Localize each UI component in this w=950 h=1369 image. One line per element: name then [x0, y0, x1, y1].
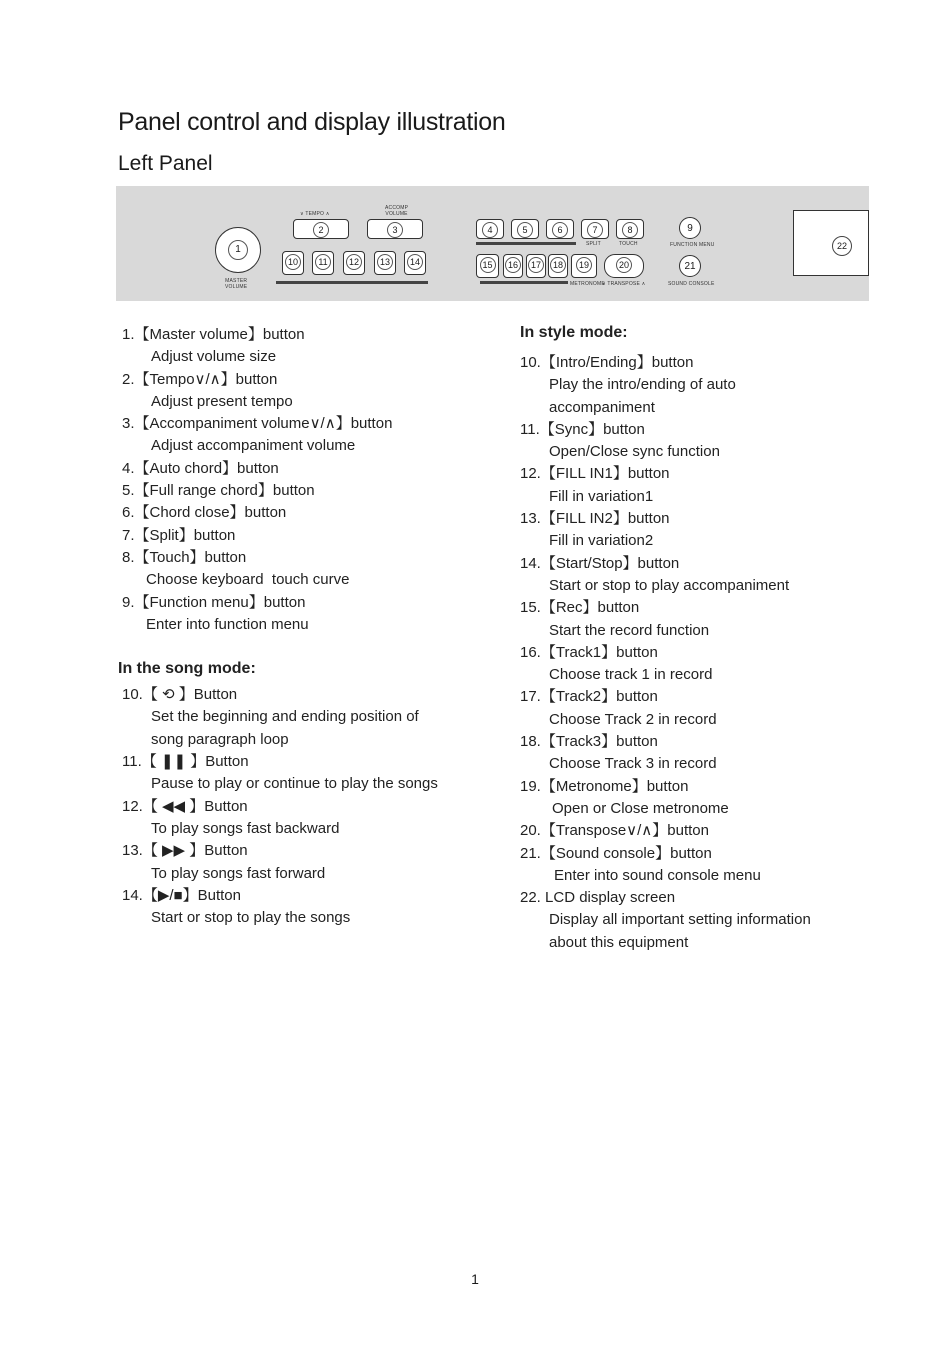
item-desc: Enter into function menu	[146, 615, 309, 633]
panel-button-number: 7	[587, 222, 603, 238]
lcd-display	[793, 210, 869, 276]
item-desc: Choose Track 3 in record	[549, 755, 717, 773]
knob-number: 1	[228, 240, 248, 260]
page-title: Panel control and display illustration	[118, 108, 506, 136]
function-menu-button: 9	[679, 217, 701, 239]
item-label: 2.【Tempo∨/∧】button	[122, 370, 278, 388]
label-strip	[276, 281, 428, 284]
transpose-label: ∨ TRANSPOSE ∧	[602, 281, 646, 287]
item-desc: Play the intro/ending of auto accompaniment	[549, 376, 736, 416]
accomp-volume-label: ACCOMP VOLUME	[385, 205, 409, 217]
panel-button-7	[581, 219, 609, 239]
panel-button-13	[374, 251, 396, 275]
panel-button-number: 13	[377, 254, 393, 270]
item-desc: Display all important setting information about this equipment	[549, 911, 811, 951]
item-label: 14.【▶/■】Button	[122, 886, 241, 904]
list-item	[122, 369, 502, 414]
accomp-volume-button	[367, 219, 423, 239]
panel-button-14	[404, 251, 426, 275]
item-desc: Fill in variation1	[549, 487, 654, 505]
list-item	[122, 751, 502, 796]
panel-button-10	[282, 251, 304, 275]
list-item	[520, 553, 920, 598]
item-desc: Adjust accompaniment volume	[151, 437, 356, 455]
panel-button-number: 16	[505, 257, 521, 273]
item-label: 21.【Sound console】button	[520, 844, 712, 862]
item-label: 6.【Chord close】button	[122, 504, 287, 522]
item-label: 17.【Track2】button	[520, 688, 658, 706]
lcd-number: 22	[832, 236, 852, 256]
item-desc: Pause to play or continue to play the songs	[151, 775, 438, 793]
panel-button-number: 20	[616, 257, 632, 273]
left-column	[118, 322, 502, 929]
section-subtitle: Left Panel	[118, 152, 213, 175]
panel-button-17	[526, 254, 546, 278]
label-strip	[476, 242, 576, 245]
sound-console-label: SOUND CONSOLE	[668, 281, 715, 287]
song-mode-heading: In the song mode:	[118, 660, 256, 678]
item-label: 7.【Split】button	[122, 526, 236, 544]
page-number: 1	[471, 1271, 479, 1287]
style-mode-heading: In style mode:	[520, 324, 628, 341]
panel-button-number: 19	[576, 257, 592, 273]
panel-button-18	[548, 254, 568, 278]
panel-button-12	[343, 251, 365, 275]
tempo-label: ∨ TEMPO ∧	[300, 211, 330, 217]
panel-button-number: 15	[480, 257, 496, 273]
item-label: 4.【Auto chord】button	[122, 459, 279, 477]
sound-console-button: 21	[679, 255, 701, 277]
panel-button-number: 12	[346, 254, 362, 270]
master-volume-label: MASTER VOLUME	[225, 278, 248, 290]
list-item	[122, 502, 502, 524]
item-desc: Adjust volume size	[151, 348, 277, 366]
list-item	[520, 686, 920, 731]
item-desc: Open or Close metronome	[552, 799, 729, 817]
panel-button-6	[546, 219, 574, 239]
panel-button-number: 10	[285, 254, 301, 270]
item-label: 16.【Track1】button	[520, 643, 658, 661]
list-item	[122, 592, 502, 637]
item-label: 3.【Accompaniment volume∨/∧】button	[122, 415, 393, 433]
item-label: 13.【FILL IN2】button	[520, 510, 670, 528]
label-strip	[480, 281, 568, 284]
list-item	[520, 419, 920, 464]
panel-button-8	[616, 219, 644, 239]
item-label: 22. LCD display screen	[520, 889, 676, 907]
item-desc: Fill in variation2	[549, 532, 654, 550]
function-menu-label: FUNCTION MENU	[670, 242, 715, 248]
touch-label: TOUCH	[619, 241, 638, 247]
item-desc: Start the record function	[549, 621, 710, 639]
item-label: 19.【Metronome】button	[520, 777, 689, 795]
panel-button-number: 18	[550, 257, 566, 273]
panel-button-number: 17	[528, 257, 544, 273]
panel-button-number: 11	[315, 254, 331, 270]
item-desc: Start or stop to play the songs	[151, 909, 351, 927]
item-label: 20.【Transpose∨/∧】button	[520, 822, 709, 840]
panel-button-15	[476, 254, 499, 278]
panel-button-4	[476, 219, 504, 239]
panel-button-number: 6	[552, 222, 568, 238]
panel-button-number: 5	[517, 222, 533, 238]
metronome-label: METRONOME	[570, 281, 605, 287]
list-item	[520, 843, 920, 888]
item-desc: Start or stop to play accompaniment	[549, 576, 790, 594]
item-label: 10.【Intro/Ending】button	[520, 354, 694, 371]
item-desc: Enter into sound console menu	[554, 866, 761, 884]
list-item	[122, 480, 502, 502]
list-item	[520, 731, 920, 776]
split-label: SPLIT	[586, 241, 601, 247]
item-desc: Adjust present tempo	[151, 392, 293, 410]
panel-button-19	[571, 254, 597, 278]
list-item	[520, 776, 920, 821]
item-desc: To play songs fast backward	[151, 819, 340, 837]
item-label: 18.【Track3】button	[520, 733, 658, 751]
list-item	[122, 796, 502, 841]
item-label: 13.【 ▶▶ 】Button	[122, 842, 248, 860]
panel-button-5	[511, 219, 539, 239]
panel-button-11	[312, 251, 334, 275]
item-label: 11.【 ❚❚ 】Button	[122, 753, 249, 771]
list-item	[122, 547, 502, 592]
item-label: 15.【Rec】button	[520, 599, 640, 617]
list-item	[122, 458, 502, 480]
list-item	[122, 684, 502, 751]
list-item	[122, 840, 502, 885]
item-desc: Choose track 1 in record	[549, 666, 713, 684]
panel-button-number: 8	[622, 222, 638, 238]
item-label: 11.【Sync】button	[520, 420, 645, 438]
list-item	[520, 642, 920, 687]
tempo-button	[293, 219, 349, 239]
item-desc: Open/Close sync function	[549, 443, 720, 461]
list-item	[122, 324, 502, 369]
accomp-number: 3	[387, 222, 403, 238]
item-desc: To play songs fast forward	[151, 864, 326, 882]
item-label: 5.【Full range chord】button	[122, 482, 315, 500]
item-label: 12.【 ◀◀ 】Button	[122, 797, 248, 815]
item-label: 8.【Touch】button	[122, 548, 247, 566]
list-item	[520, 820, 920, 842]
item-label: 14.【Start/Stop】button	[520, 554, 680, 572]
transpose-button	[604, 254, 644, 278]
list-item	[520, 508, 920, 553]
right-column	[520, 322, 920, 954]
list-item	[520, 597, 920, 642]
item-label: 9.【Function menu】button	[122, 593, 306, 611]
item-label: 10.【 ⟲ 】Button	[122, 686, 238, 704]
item-desc: Choose Track 2 in record	[549, 710, 717, 728]
tempo-number: 2	[313, 222, 329, 238]
panel-button-16	[503, 254, 523, 278]
list-item	[122, 525, 502, 547]
list-item	[520, 463, 920, 508]
item-label: 1.【Master volume】button	[122, 326, 305, 343]
panel-button-number: 4	[482, 222, 498, 238]
list-item	[122, 413, 502, 458]
panel-button-number: 14	[407, 254, 423, 270]
item-desc: Choose keyboard touch curve	[146, 571, 350, 589]
list-item	[520, 887, 920, 954]
item-desc: Set the beginning and ending position of song paragraph loop	[151, 708, 419, 748]
list-item	[122, 885, 502, 930]
item-label: 12.【FILL IN1】button	[520, 465, 670, 483]
list-item	[520, 352, 920, 419]
